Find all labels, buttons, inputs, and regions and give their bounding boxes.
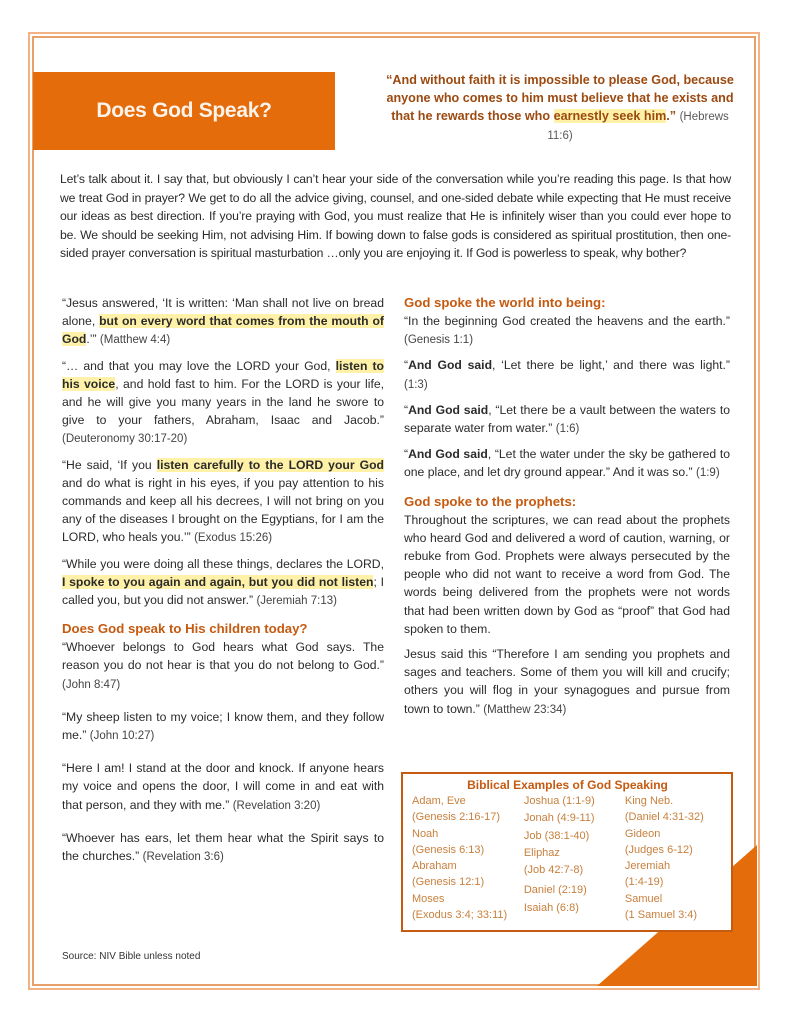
quote-highlight: listen to his voice [62, 358, 384, 391]
example-item: Adam, Eve [412, 795, 466, 807]
example-item: (1 Samuel 3:4) [624, 909, 698, 922]
right-column [404, 294, 730, 726]
quote-text: “Whoever belongs to God hears what God says. The reason you do not hear is that you do not belong to God.” [62, 640, 384, 673]
left-column [62, 294, 384, 873]
quote-text: “… and that you may love the LORD your God, [62, 358, 336, 373]
examples-column-3 [625, 793, 723, 923]
open-quote: “ [404, 358, 409, 373]
quote-genesis-1-6 [404, 401, 730, 438]
quote-ref: (Revelation 3:6) [142, 851, 224, 864]
quote-ref: (1:3) [404, 378, 428, 391]
example-item: Jonah (4:9-11) [523, 812, 595, 825]
quote-revelation-3-6 [62, 829, 384, 866]
example-item: (Judges 6-12) [624, 843, 693, 856]
quote-text: “While you were doing all these things, declares the LORD, [62, 556, 384, 571]
quote-text: , ‘Let there be light,’ and there was light.” [492, 358, 730, 373]
quote-highlight: I spoke to you again and again, but you did not listen [62, 574, 374, 589]
header-quote-text: “And without faith it is impossible to please God, because anyone who comes to him must believe that he exists and that he rewards those who [386, 73, 734, 123]
prophets-paragraph: Throughout the scriptures, we can read about the prophets who heard God and delivered a word of caution, warning, or rebuke from God. Prophets were always persecuted by the people who did not want to receive a word from God. The words being delivered from the prophets were not words that had been written down by God as “proof” that God had spoken to them. [404, 512, 730, 636]
example-item: (Genesis 12:1) [412, 876, 485, 889]
open-quote: “ [404, 447, 409, 462]
quote-text-end: , and hold fast to him. For the LORD is your life, and he will give you many years in the land he swore to give to your fathers, Abraham, Isaac and Jacob.” [62, 376, 384, 428]
quote-jeremiah [62, 555, 384, 611]
quote-john-8-47 [62, 638, 384, 694]
header-quote-highlight: earnestly seek him [553, 109, 667, 123]
header-quote-ref: (Hebrews 11:6) [547, 111, 729, 142]
section-heading-world: God spoke the world into being: [404, 295, 606, 310]
example-item: Abraham [412, 860, 457, 873]
example-item: Isaiah (6:8) [523, 901, 579, 914]
example-item: Jeremiah [624, 860, 671, 873]
quote-genesis-1-9 [404, 445, 730, 482]
quote-text: Jesus said this “Therefore I am sending you prophets and sages and teachers. Some of them you will kill and crucify; others you will flog in your synagogues and pursue from town to town.” [404, 647, 730, 716]
examples-columns [412, 793, 723, 923]
quote-text: “Jesus answered, ‘It is written: ‘Man shall not live on bread alone, [62, 296, 384, 329]
quote-john-10-27 [62, 708, 384, 745]
quote-text: “He said, ‘If you [62, 457, 157, 472]
quote-text-end: and do what is right in his eyes, if you pay attention to his commands and keep all his decrees, I will not bring on you any of the diseases I brought on the Egyptians, for I am the LORD, who heals you.’” [62, 475, 384, 545]
quote-text: “Whoever has ears, let them hear what the Spirit says to the churches.” [62, 830, 384, 864]
example-item: Gideon [624, 827, 661, 840]
examples-column-1 [412, 793, 524, 923]
biblical-examples-box [401, 772, 733, 932]
quote-ref: (Jeremiah 7:13) [256, 595, 337, 608]
example-item: Eliphaz [523, 846, 560, 859]
example-item: Daniel (2:19) [523, 884, 587, 897]
quote-ref: (John 8:47) [62, 678, 121, 691]
quote-text: , “Let there be a vault between the waters to separate water from water.” [404, 402, 731, 436]
quote-genesis-1-1 [404, 312, 730, 349]
quote-text: , “Let the water under the sky be gathered to one place, and let dry ground appear.” And it was so.” [404, 447, 730, 480]
title-banner [33, 72, 335, 150]
example-item: Job (38:1-40) [523, 829, 590, 842]
quote-text: “Here I am! I stand at the door and knock. If anyone hears my voice and opens the door, I will come in and eat with that person, and they with me.” [62, 761, 384, 812]
page-title: Does God Speak? [96, 99, 272, 122]
quote-ref: (1:9) [696, 467, 720, 480]
quote-ref: (Revelation 3:20) [232, 799, 321, 812]
intro-paragraph: Let’s talk about it. I say that, but obviously I can’t hear your side of the conversation while you’re reading this page. Is that how we treat God in prayer? We get to do all the advice giving, counsel, and one-sided debate while expecting that He must receive our ideas as best direction. If you’re praying with God, you must realize that He is infinitely wiser than you could ever hope to be. We should be seeking Him, not advising Him. If bowing down to false gods is considered as spiritual prostitution, then one-sided prayer conversation is spiritual masturbation …only you are enjoying it. If God is powerless to speak, why bother? [60, 172, 731, 261]
quote-ref: (Genesis 1:1) [404, 334, 474, 347]
quote-text: “My sheep listen to my voice; I know them, and they follow me.” [62, 709, 384, 743]
quote-revelation-3-20 [62, 759, 384, 815]
quote-exodus [62, 456, 384, 548]
quote-bold: And God said [408, 402, 489, 417]
quote-highlight: listen carefully to the LORD your God [156, 457, 384, 472]
examples-column-2 [524, 793, 625, 923]
examples-title: Biblical Examples of God Speaking [467, 778, 668, 792]
quote-bold: And God said [408, 358, 493, 373]
example-item: (Job 42:7-8) [523, 864, 584, 877]
open-quote: “ [404, 402, 409, 417]
example-item: (Genesis 6:13) [412, 843, 485, 856]
quote-ref: (Matthew 4:4) [99, 334, 171, 347]
quote-ref: (John 10:27) [89, 730, 155, 743]
example-item: Moses [412, 892, 445, 905]
quote-matthew-4-4 [62, 294, 384, 350]
quote-text-end: .’” [86, 332, 100, 347]
example-item: (Exodus 3:4; 33:11) [412, 909, 508, 922]
section-heading-prophets: God spoke to the prophets: [404, 493, 577, 509]
quote-text: “In the beginning God created the heavens and the earth.” [404, 314, 730, 328]
example-item: Samuel [624, 892, 663, 905]
quote-genesis-1-3 [404, 356, 730, 393]
quote-ref: (1:6) [555, 423, 580, 436]
example-item: (1:4-19) [624, 876, 664, 889]
section-heading-children-today: Does God speak to His children today? [62, 621, 308, 637]
quote-text-end: ; I called you, but you did not answer.” [62, 574, 384, 608]
source-note: Source: NIV Bible unless noted [62, 951, 201, 962]
example-item: (Genesis 2:16-17) [412, 811, 501, 824]
quote-deuteronomy [62, 357, 384, 449]
quote-highlight: but on every word that comes from the mouth of God [62, 314, 384, 347]
quote-ref: (Matthew 23:34) [483, 703, 567, 716]
header-quote [380, 71, 740, 145]
example-item: King Neb. [624, 795, 674, 807]
jesus-paragraph [404, 645, 730, 719]
quote-ref: (Deuteronomy 30:17-20) [62, 433, 188, 446]
example-item: (Daniel 4:31-32) [624, 811, 704, 824]
example-item: Noah [412, 827, 439, 840]
quote-bold: And God said [408, 447, 488, 462]
header-quote-end: .” [666, 109, 677, 123]
quote-ref: (Exodus 15:26) [194, 532, 273, 545]
example-item: Joshua (1:1-9) [523, 795, 595, 807]
